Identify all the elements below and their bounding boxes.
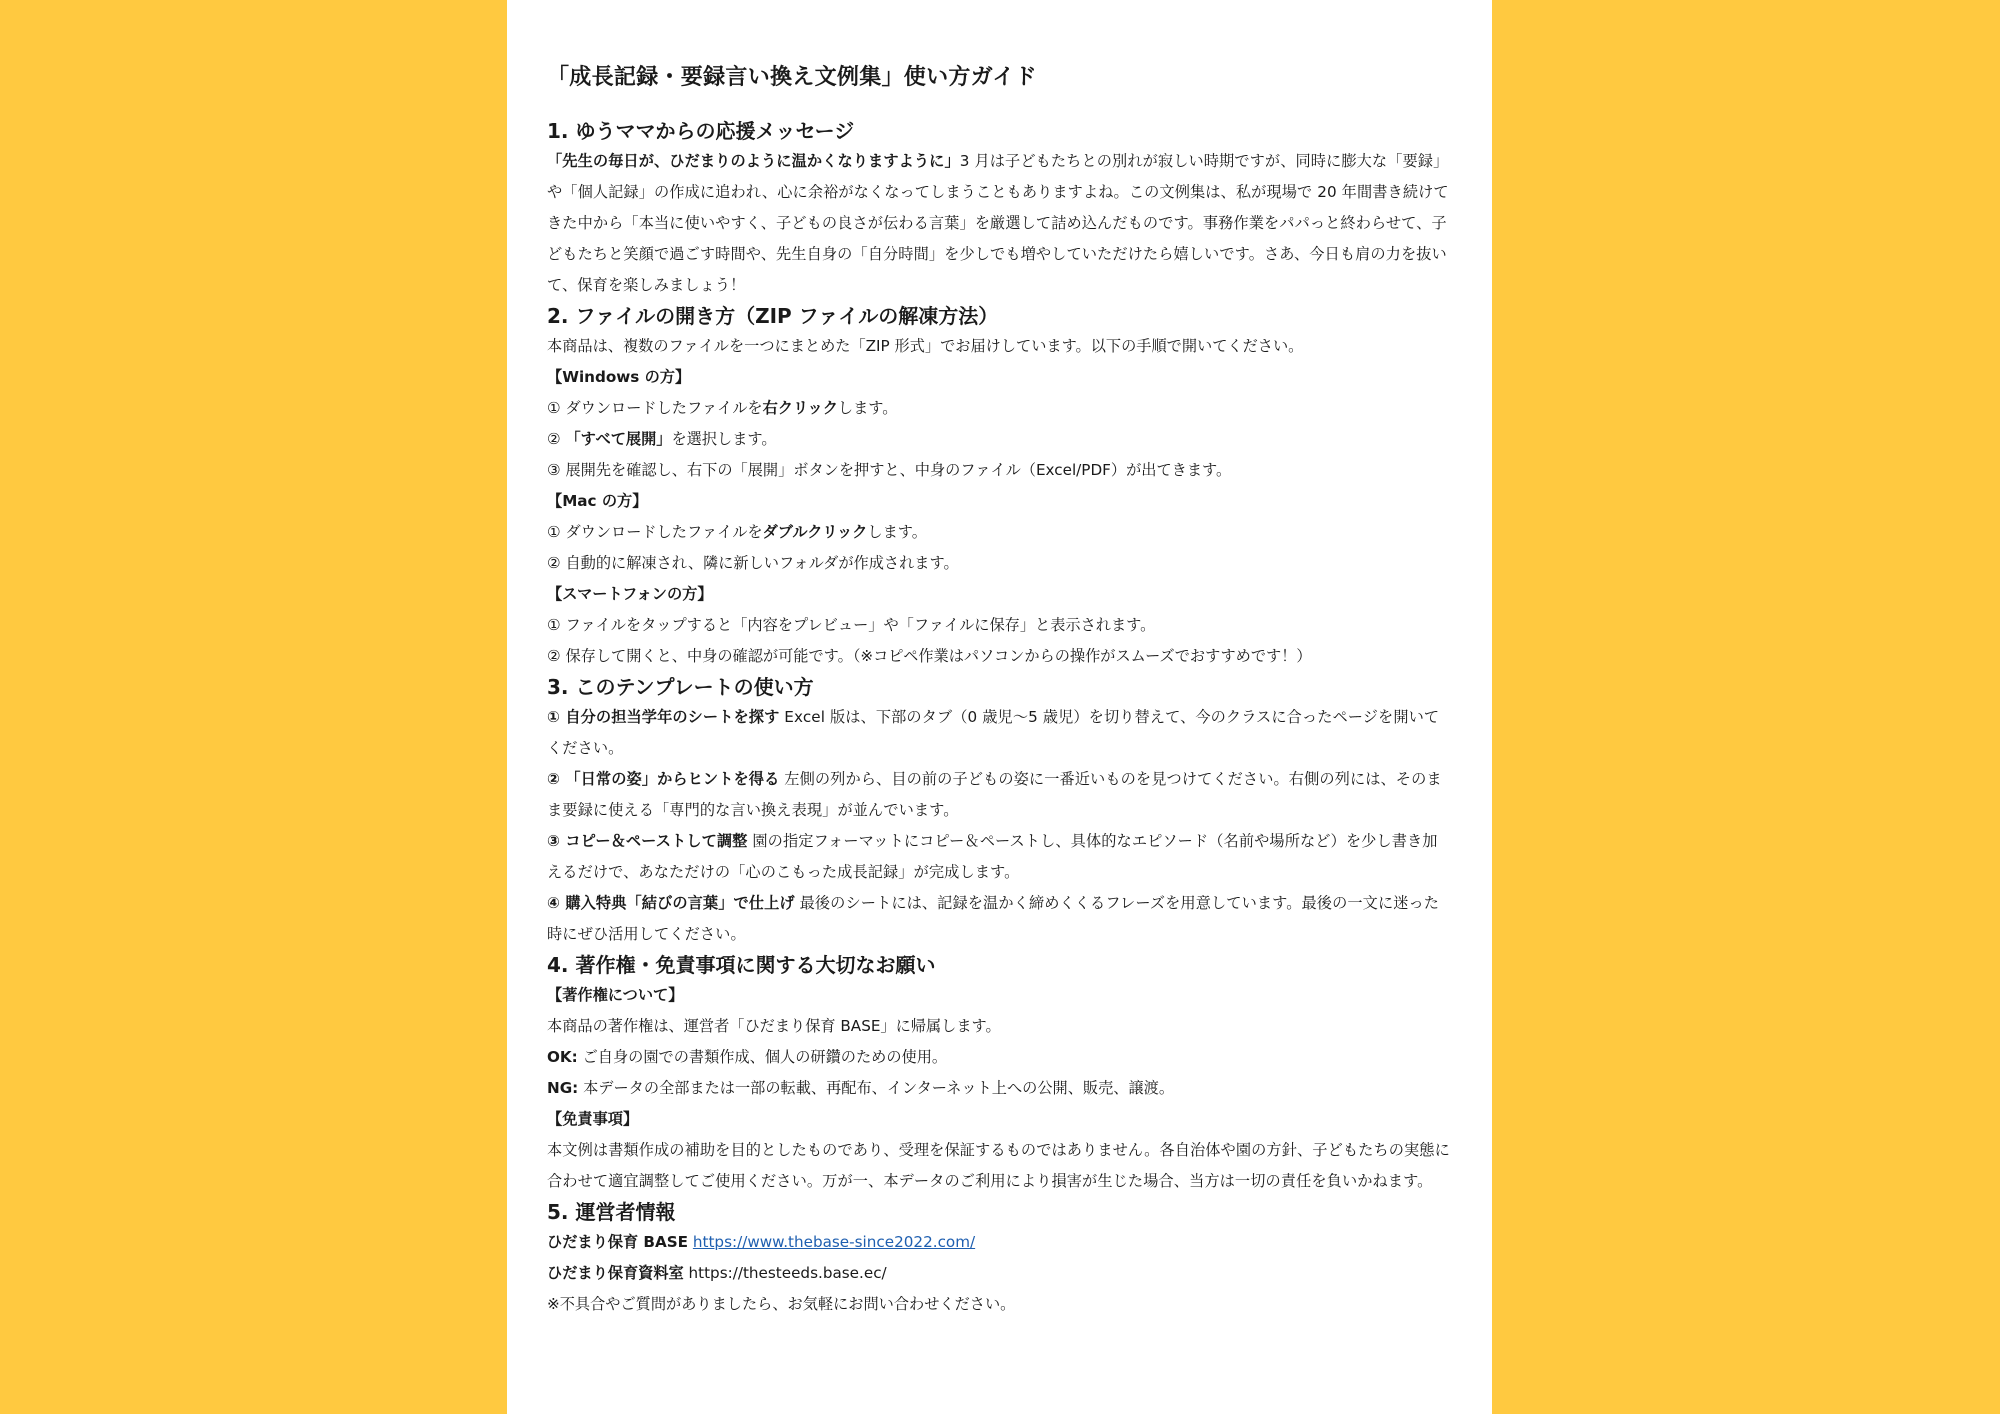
contact-note: ※不具合やご質問がありましたら、お気軽にお問い合わせください。 bbox=[547, 1295, 1016, 1313]
windows-label: 【Windows の方】 bbox=[547, 368, 691, 386]
section3-item2 bbox=[547, 764, 1452, 826]
mac-step2: ② 自動的に解凍され、隣に新しいフォルダが作成されます。 bbox=[547, 554, 959, 572]
ng-label: NG: bbox=[547, 1079, 579, 1097]
shop1-line bbox=[547, 1227, 1452, 1258]
windows-step1-bold: 右クリック bbox=[762, 399, 838, 417]
section1-body: 3 月は子どもたちとの別れが寂しい時期ですが、同時に膨大な「要録」や「個人記録」の作成に追われ、心に余裕がなくなってしまうこともありますよね。この文例集は、私が現場で 20 年間書き続けてきた中から「本当に使いやすく、子どもの良さが伝わる言葉」を厳選して詰め込んだものです。事務作業をパパっと終わらせて、子どもたちと笑顔で過ごす時間や、先生自身の「自分時間」を少しでも増やしていただけたら嬉しいです。さあ、今日も肩の力を抜いて、保育を楽しみましょう！ bbox=[547, 152, 1449, 294]
windows-step2-pre: ② bbox=[547, 430, 566, 448]
mac-step1-bold: ダブルクリック bbox=[762, 523, 868, 541]
section3-item4 bbox=[547, 888, 1452, 950]
section1-heading: 1. ゆうママからの応援メッセージ bbox=[547, 119, 855, 143]
shop1-link[interactable]: https://www.thebase-since2022.com/ bbox=[692, 1233, 976, 1251]
mac-label: 【Mac の方】 bbox=[547, 492, 648, 510]
section3-item1 bbox=[547, 702, 1452, 764]
ng-line bbox=[547, 1073, 1452, 1104]
section3-item2-body: 左側の列から、目の前の子どもの姿に一番近いものを見つけてください。右側の列には、そのまま要録に使える「専門的な言い換え表現」が並んでいます。 bbox=[547, 770, 1442, 819]
copyright-body: 本商品の著作権は、運営者「ひだまり保育 BASE」に帰属します。 bbox=[547, 1017, 1001, 1035]
windows-step2-post: を選択します。 bbox=[671, 430, 777, 448]
smartphone-step2: ② 保存して開くと、中身の確認が可能です。（※コピペ作業はパソコンからの操作がスムーズでおすすめです！） bbox=[547, 647, 1312, 665]
smartphone-label: 【スマートフォンの方】 bbox=[547, 585, 713, 603]
windows-step1-pre: ① ダウンロードしたファイルを bbox=[547, 399, 763, 417]
section3-item3-title: ③ コピー＆ペーストして調整 bbox=[547, 832, 748, 850]
mac-step1-pre: ① ダウンロードしたファイルを bbox=[547, 523, 763, 541]
document-page bbox=[507, 0, 1492, 1414]
ok-line bbox=[547, 1042, 1452, 1073]
section3-item4-title: ④ 購入特典「結びの言葉」で仕上げ bbox=[547, 894, 795, 912]
section4-heading: 4. 著作権・免責事項に関する大切なお願い bbox=[547, 953, 936, 977]
windows-step2-bold: 「すべて展開」 bbox=[565, 430, 672, 448]
section1-paragraph bbox=[547, 146, 1452, 301]
windows-step1 bbox=[547, 393, 1452, 424]
shop1-name: ひだまり保育 BASE bbox=[547, 1233, 689, 1251]
shop2-name: ひだまり保育資料室 bbox=[547, 1264, 684, 1282]
section3-item3-body: 園の指定フォーマットにコピー＆ペーストし、具体的なエピソード（名前や場所など）を少し書き加えるだけで、あなただけの「心のこもった成長記録」が完成します。 bbox=[547, 832, 1438, 881]
disclaimer-label: 【免責事項】 bbox=[547, 1110, 639, 1128]
section3-item4-body: 最後のシートには、記録を温かく締めくくるフレーズを用意しています。最後の一文に迷った時にぜひ活用してください。 bbox=[547, 894, 1440, 943]
section3-item2-title: ② 「日常の姿」からヒントを得る bbox=[547, 770, 780, 788]
section3-item1-title: ① 自分の担当学年のシートを探す bbox=[547, 708, 780, 726]
section2-heading: 2. ファイルの開き方（ZIP ファイルの解凍方法） bbox=[547, 304, 999, 328]
copyright-label: 【著作権について】 bbox=[547, 986, 684, 1004]
disclaimer-body: 本文例は書類作成の補助を目的としたものであり、受理を保証するものではありません。各自治体や園の方針、子どもたちの実態に合わせて適宜調整してご使用ください。万が一、本データのご利用により損害が生じた場合、当方は一切の責任を負いかねます。 bbox=[547, 1141, 1450, 1190]
smartphone-step1: ① ファイルをタップすると「内容をプレビュー」や「ファイルに保存」と表示されます。 bbox=[547, 616, 1156, 634]
mac-step1 bbox=[547, 517, 1452, 548]
section3-heading: 3. このテンプレートの使い方 bbox=[547, 675, 814, 699]
ok-label: OK: bbox=[547, 1048, 578, 1066]
windows-step3: ③ 展開先を確認し、右下の「展開」ボタンを押すと、中身のファイル（Excel/PDF）が出てきます。 bbox=[547, 461, 1232, 479]
document-title: 「成長記録・要録言い換え文例集」使い方ガイド bbox=[547, 65, 1037, 90]
ok-body: ご自身の園での書類作成、個人の研鑽のための使用。 bbox=[577, 1048, 948, 1066]
windows-step1-post: します。 bbox=[837, 399, 898, 417]
section5-heading: 5. 運営者情報 bbox=[547, 1200, 676, 1224]
ng-body: 本データの全部または一部の転載、再配布、インターネット上への公開、販売、譲渡。 bbox=[578, 1079, 1175, 1097]
shop2-line bbox=[547, 1258, 1452, 1289]
section3-item3 bbox=[547, 826, 1452, 888]
section1-lead: 「先生の毎日が、ひだまりのように温かくなりますように」 bbox=[547, 152, 960, 170]
mac-step1-post: します。 bbox=[867, 523, 927, 541]
windows-step2 bbox=[547, 424, 1452, 455]
section3-item1-body: Excel 版は、下部のタブ（0 歳児～5 歳児）を切り替えて、今のクラスに合ったページを開いてください。 bbox=[547, 708, 1440, 757]
section2-intro: 本商品は、複数のファイルを一つにまとめた「ZIP 形式」でお届けしています。以下の手順で開いてください。 bbox=[547, 337, 1304, 355]
shop2-url: https://thesteeds.base.ec/ bbox=[688, 1264, 887, 1282]
